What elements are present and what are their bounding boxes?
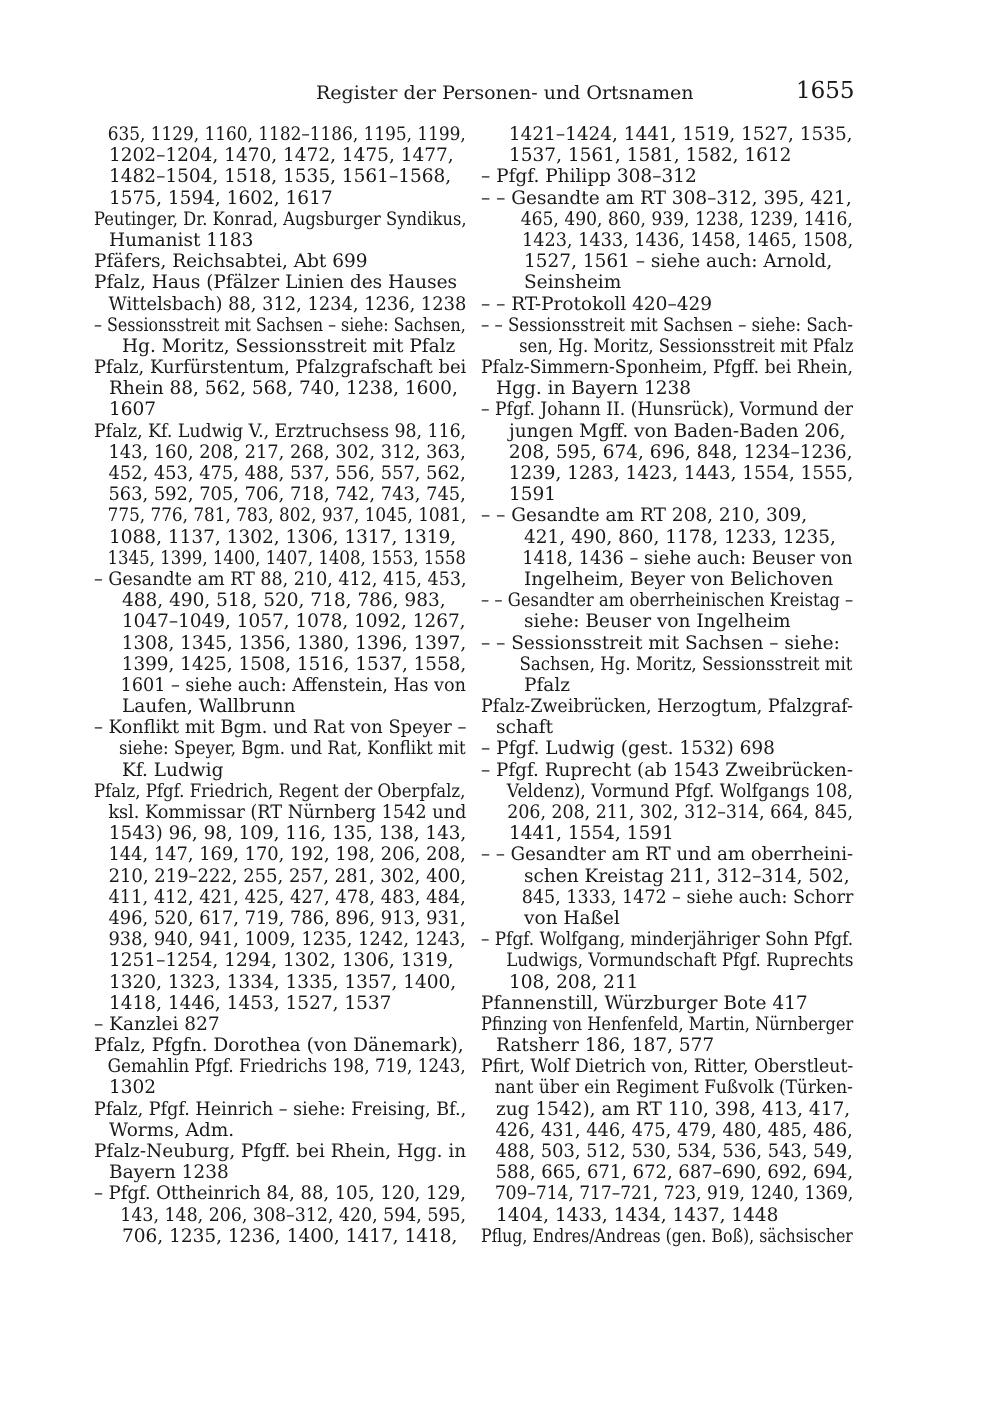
index-line: Hgg. in Bayern 1238 — [496, 378, 692, 400]
index-line: zug 1542), am RT 110, 398, 413, 417, — [496, 1098, 851, 1120]
index-line: 1251–1254, 1294, 1302, 1306, 1319, — [109, 950, 454, 972]
index-line: 635, 1129, 1160, 1182–1186, 1195, 1199, — [107, 124, 466, 145]
index-line: 488, 503, 512, 530, 534, 536, 543, 549, — [495, 1141, 853, 1162]
page-number: 1655 — [796, 78, 855, 104]
index-line: 1088, 1137, 1302, 1306, 1317, 1319, — [109, 526, 457, 548]
index-line: Pfalz — [524, 674, 570, 696]
index-line: 1302 — [109, 1077, 157, 1099]
index-line: Veldenz), Vormund Pfgf. Wolfgangs 108, — [506, 780, 853, 802]
index-line: Pfannenstill, Würzburger Bote 417 — [481, 992, 808, 1014]
index-line: 1418, 1446, 1453, 1527, 1537 — [109, 992, 392, 1014]
index-line: nant über ein Regiment Fußvolk (Türken- — [494, 1077, 853, 1099]
index-line: 421, 490, 860, 1178, 1233, 1235, — [524, 526, 836, 548]
index-line: 706, 1235, 1236, 1400, 1417, 1418, — [122, 1225, 458, 1247]
index-line: Peutinger, Dr. Konrad, Augsburger Syndikus, — [94, 208, 467, 230]
index-line: – Pfgf. Wolfgang, minderjähriger Sohn Pfgf. — [481, 929, 854, 951]
index-line: Pfalz, Pfgf. Friedrich, Regent der Oberpfalz, — [94, 780, 466, 802]
index-line: Pfalz, Pfgf. Heinrich – siehe: Freising, Bf., — [94, 1098, 467, 1120]
index-line: Ludwigs, Vormundschaft Pfgf. Ruprechts — [506, 950, 854, 972]
index-line: Ingelheim, Beyer von Belichoven — [524, 568, 834, 590]
index-line: – Sessionsstreit mit Sachsen – siehe: Sachsen, — [94, 314, 466, 336]
index-line: Kf. Ludwig — [122, 759, 224, 781]
index-line: siehe: Speyer, Bgm. und Rat, Konflikt mit — [119, 738, 466, 760]
index-line: 563, 592, 705, 706, 718, 742, 743, 745, — [108, 484, 466, 506]
index-line: 488, 490, 518, 520, 718, 786, 983, — [122, 590, 446, 612]
index-line: Bayern 1238 — [109, 1162, 229, 1184]
index-line: Ratsherr 186, 187, 577 — [496, 1035, 715, 1057]
index-line: schaft — [496, 717, 554, 739]
index-line: Pfalz, Haus (Pfälzer Linien des Hauses — [94, 272, 458, 294]
index-line: 1575, 1594, 1602, 1617 — [109, 187, 333, 209]
index-line: Pfäfers, Reichsabtei, Abt 699 — [94, 251, 368, 273]
index-line: 775, 776, 781, 783, 802, 937, 1045, 1081, — [107, 505, 467, 527]
index-line: 1202–1204, 1470, 1472, 1475, 1477, — [109, 145, 454, 167]
index-line: Wittelsbach) 88, 312, 1234, 1236, 1238 — [108, 293, 467, 315]
index-line: – – RT-Protokoll 420–429 — [481, 293, 713, 315]
index-line: – – Gesandte am RT 208, 210, 309, — [481, 505, 808, 527]
index-line: – – Sessionsstreit mit Sachsen – siehe: Sach- — [481, 314, 853, 336]
index-line: 1421–1424, 1441, 1519, 1527, 1535, — [508, 124, 853, 145]
index-line: 1308, 1345, 1356, 1380, 1396, 1397, — [121, 632, 467, 654]
index-line: jungen Mgff. von Baden-Baden 206, — [509, 420, 846, 442]
index-line: 1239, 1283, 1423, 1443, 1554, 1555, — [508, 463, 854, 484]
index-line: – Pfgf. Ruprecht (ab 1543 Zweibrücken- — [481, 759, 854, 781]
index-line: ksl. Kommissar (RT Nürnberg 1542 und — [108, 802, 467, 823]
index-line: siehe: Beuser von Ingelheim — [524, 611, 791, 633]
index-line: 1320, 1323, 1334, 1335, 1357, 1400, — [109, 971, 457, 993]
index-line: 465, 490, 860, 939, 1238, 1239, 1416, — [520, 208, 853, 230]
index-line: Hg. Moritz, Sessionsstreit mit Pfalz — [122, 335, 456, 357]
index-line: 1418, 1436 – siehe auch: Beuser von — [522, 547, 853, 569]
index-line: – Pfgf. Ludwig (gest. 1532) 698 — [481, 738, 775, 760]
index-line: – Gesandte am RT 88, 210, 412, 415, 453, — [94, 568, 467, 590]
index-line: – Pfgf. Johann II. (Hunsrück), Vormund der — [481, 399, 854, 421]
index-line: 1423, 1433, 1436, 1458, 1465, 1508, — [522, 229, 854, 251]
index-line: 496, 520, 617, 719, 786, 896, 913, 931, — [108, 907, 466, 929]
index-line: Pflug, Endres/Andreas (gen. Boß), sächsischer — [481, 1225, 853, 1247]
index-line: 426, 431, 446, 475, 479, 480, 485, 486, — [495, 1119, 853, 1141]
index-line: 1441, 1554, 1591 — [509, 823, 674, 845]
index-line: – – Sessionsstreit mit Sachsen – siehe: — [481, 632, 840, 654]
index-line: 208, 595, 674, 696, 848, 1234–1236, — [508, 441, 853, 463]
index-line: Pfinzing von Henfenfeld, Martin, Nürnberger — [481, 1013, 854, 1035]
index-line: – – Gesandte am RT 308–312, 395, 421, — [481, 187, 852, 209]
index-line: 1537, 1561, 1581, 1582, 1612 — [509, 145, 792, 167]
index-line: 1404, 1433, 1434, 1437, 1448 — [496, 1204, 779, 1226]
index-line: 108, 208, 211 — [509, 971, 639, 993]
index-line: Pfalz-Zweibrücken, Herzogtum, Pfalzgraf- — [481, 696, 853, 718]
index-line: 1047–1049, 1057, 1078, 1092, 1267, — [121, 611, 466, 633]
index-line: sen, Hg. Moritz, Sessionsstreit mit Pfalz — [519, 335, 854, 357]
index-line: Pfalz, Pfgfn. Dorothea (von Dänemark), — [94, 1035, 464, 1057]
index-line: Laufen, Wallbrunn — [122, 696, 296, 718]
index-line: von Haßel — [524, 907, 620, 929]
index-line: Sachsen, Hg. Moritz, Sessionsstreit mit — [519, 653, 853, 675]
index-line: – – Gesandter am oberrheinischen Kreistag – — [481, 590, 854, 612]
index-line: 938, 940, 941, 1009, 1235, 1242, 1243, — [108, 929, 466, 951]
index-line: 1345, 1399, 1400, 1407, 1408, 1553, 1558 — [107, 547, 466, 569]
index-line: – – Gesandter am RT und am oberrheini- — [481, 844, 854, 866]
index-line: 588, 665, 671, 672, 687–690, 692, 694, — [495, 1162, 854, 1184]
left-column — [94, 124, 466, 1247]
index-line: schen Kreistag 211, 312–314, 502, — [524, 865, 850, 887]
index-line: 1482–1504, 1518, 1535, 1561–1568, — [109, 166, 452, 188]
index-line: 1399, 1425, 1508, 1516, 1537, 1558, — [121, 653, 467, 675]
index-line: – Konflikt mit Bgm. und Rat von Speyer – — [94, 717, 467, 739]
index-line: 845, 1333, 1472 – siehe auch: Schorr — [521, 886, 854, 908]
index-line: Pfalz-Neuburg, Pfgff. bei Rhein, Hgg. in — [94, 1141, 467, 1162]
index-line: 411, 412, 421, 425, 427, 478, 483, 484, — [108, 886, 466, 908]
index-line: 210, 219–222, 255, 257, 281, 302, 400, — [108, 865, 467, 887]
index-line: Humanist 1183 — [109, 229, 254, 251]
index-line: 144, 147, 169, 170, 192, 198, 206, 208, — [108, 844, 466, 866]
index-line: Worms, Adm. — [109, 1119, 235, 1141]
index-line: – Pfgf. Ottheinrich 84, 88, 105, 120, 129, — [94, 1183, 466, 1205]
index-line: 452, 453, 475, 488, 537, 556, 557, 562, — [108, 463, 466, 484]
index-line: Pfalz-Simmern-Sponheim, Pfgff. bei Rhein, — [481, 357, 853, 379]
index-line: Pfirt, Wolf Dietrich von, Ritter, Oberstleut- — [481, 1056, 854, 1078]
index-line: 709–714, 717–721, 723, 919, 1240, 1369, — [494, 1183, 854, 1205]
right-column — [481, 124, 853, 1247]
index-line: – Kanzlei 827 — [94, 1013, 220, 1035]
index-line: 1543) 96, 98, 109, 116, 135, 138, 143, — [108, 823, 467, 845]
index-line: Rhein 88, 562, 568, 740, 1238, 1600, — [109, 378, 458, 400]
index-line: 1601 – siehe auch: Affenstein, Has von — [120, 674, 466, 696]
index-line: 1591 — [509, 484, 557, 506]
index-line: Gemahlin Pfgf. Friedrichs 198, 719, 1243, — [107, 1056, 466, 1078]
index-line: 1527, 1561 – siehe auch: Arnold, — [524, 251, 833, 273]
index-line: 143, 148, 206, 308–312, 420, 594, 595, — [120, 1204, 467, 1226]
index-line: – Pfgf. Philipp 308–312 — [481, 166, 697, 188]
index-line: Pfalz, Kf. Ludwig V., Erztruchsess 98, 116, — [94, 420, 467, 442]
index-line: 143, 160, 208, 217, 268, 302, 312, 363, — [108, 441, 466, 463]
index-line: 1607 — [109, 399, 157, 421]
running-head: Register der Personen- und Ortsnamen — [316, 82, 694, 104]
index-line: 206, 208, 211, 302, 312–314, 664, 845, — [507, 802, 854, 823]
index-line: Seinsheim — [524, 272, 622, 294]
index-line: Pfalz, Kurfürstentum, Pfalzgrafschaft bei — [94, 357, 467, 379]
